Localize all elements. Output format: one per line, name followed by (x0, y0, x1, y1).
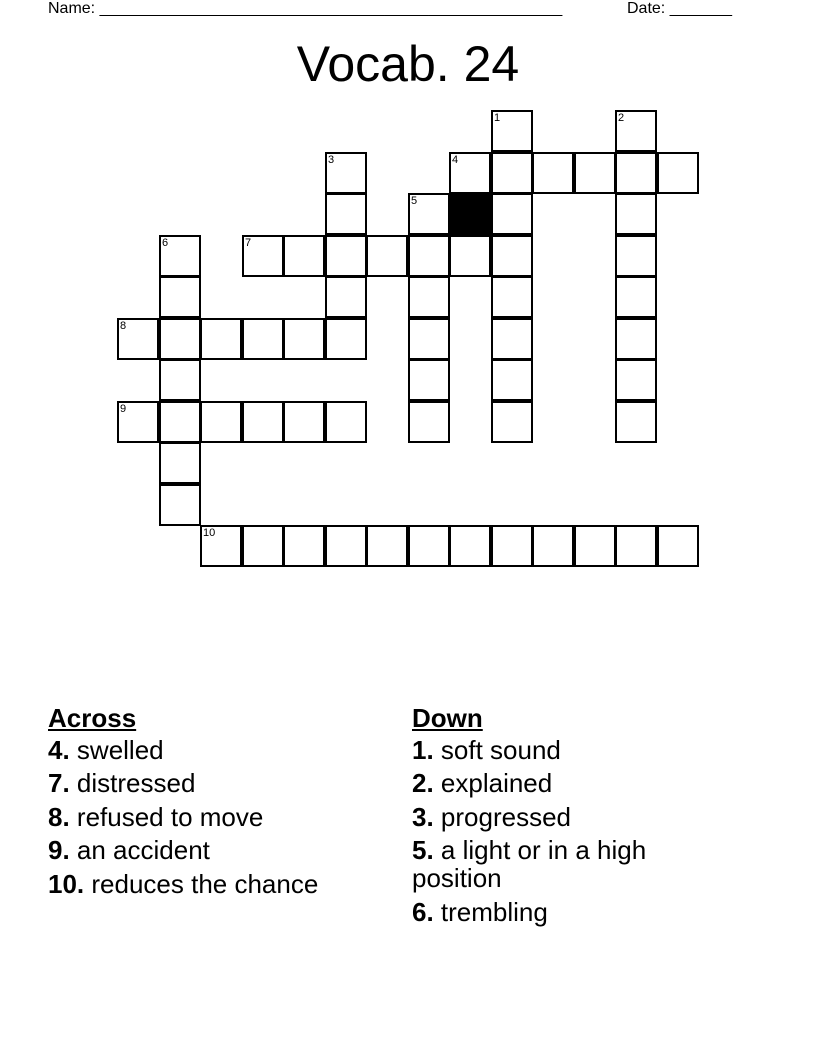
clue-number: 6. (412, 896, 434, 927)
crossword-cell[interactable] (325, 401, 367, 443)
page-title: Vocab. 24 (296, 36, 520, 92)
crossword-cell[interactable] (242, 318, 284, 360)
crossword-cell[interactable] (491, 193, 533, 235)
clue-number-label: 10 (203, 527, 216, 539)
clue-number: 1. (412, 734, 434, 765)
clue-number-label: 2 (618, 112, 625, 124)
crossword-cell[interactable] (615, 318, 657, 360)
crossword-cell[interactable] (408, 318, 450, 360)
clue-number-label: 8 (120, 320, 127, 332)
crossword-cell[interactable] (159, 318, 201, 360)
crossword-cell[interactable] (200, 401, 242, 443)
clue-number-label: 3 (328, 154, 335, 166)
crossword-cell[interactable] (117, 318, 159, 360)
crossword-cell[interactable] (408, 525, 450, 567)
crossword-cell[interactable] (408, 193, 450, 235)
clue-number: 3. (412, 801, 434, 832)
crossword-cell[interactable] (491, 525, 533, 567)
crossword-cell[interactable] (615, 235, 657, 277)
across-heading: Across (48, 703, 137, 733)
crossword-cell[interactable] (491, 401, 533, 443)
clue-number: 10. (48, 868, 85, 899)
crossword-cell[interactable] (159, 276, 201, 318)
crossword-cell[interactable] (283, 235, 325, 277)
down-heading: Down (412, 703, 483, 733)
crossword-cell[interactable] (366, 235, 408, 277)
down-clue (412, 836, 712, 892)
crossword-cell[interactable] (491, 359, 533, 401)
crossword-cell[interactable] (491, 235, 533, 277)
crossword-cell[interactable] (615, 525, 657, 567)
crossword-cell[interactable] (200, 525, 242, 567)
crossword-cell[interactable] (615, 193, 657, 235)
crossword-cell[interactable] (491, 276, 533, 318)
crossword-cell[interactable] (615, 152, 657, 194)
clue-text: refused to move (69, 801, 264, 832)
crossword-cell[interactable] (283, 401, 325, 443)
crossword-cell[interactable] (283, 525, 325, 567)
clue-text: a light or in a high position (412, 835, 647, 893)
crossword-cell[interactable] (532, 525, 574, 567)
clue-text: explained (433, 768, 553, 798)
crossword-cell[interactable] (366, 525, 408, 567)
crossword-cell[interactable] (615, 110, 657, 152)
clue-text: swelled (69, 734, 164, 765)
crossword-cell[interactable] (408, 235, 450, 277)
crossword-cell[interactable] (657, 152, 699, 194)
clue-number-label: 5 (411, 195, 418, 207)
crossword-cell[interactable] (159, 235, 201, 277)
crossword-cell[interactable] (408, 359, 450, 401)
crossword-cell[interactable] (325, 235, 367, 277)
clue-text: soft sound (433, 734, 561, 765)
crossword-cell[interactable] (242, 401, 284, 443)
clue-number: 7. (48, 768, 70, 798)
clue-text: an accident (69, 835, 210, 865)
crossword-cell[interactable] (159, 484, 201, 526)
crossword-cell[interactable] (325, 152, 367, 194)
crossword-cell[interactable] (159, 359, 201, 401)
name-field: Name: ____________________________________________________ (48, 0, 563, 17)
crossword-cell[interactable] (491, 318, 533, 360)
crossword-cell[interactable] (532, 152, 574, 194)
clue-text: trembling (433, 896, 548, 927)
crossword-cell[interactable] (159, 442, 201, 484)
down-clue (412, 803, 712, 831)
crossword-cell[interactable] (491, 110, 533, 152)
down-clue (412, 736, 712, 764)
across-clues (48, 702, 388, 903)
clue-number-label: 7 (245, 237, 252, 249)
crossword-cell[interactable] (325, 193, 367, 235)
crossword-cell[interactable] (200, 318, 242, 360)
crossword-cell[interactable] (615, 276, 657, 318)
crossword-cell[interactable] (615, 359, 657, 401)
crossword-cell[interactable] (117, 401, 159, 443)
crossword-cell[interactable] (159, 401, 201, 443)
across-clue (48, 803, 388, 831)
crossword-cell[interactable] (449, 235, 491, 277)
across-clue (48, 769, 388, 797)
crossword-cell[interactable] (657, 525, 699, 567)
crossword-cell[interactable] (325, 318, 367, 360)
clue-number-label: 1 (494, 112, 501, 124)
crossword-cell[interactable] (408, 276, 450, 318)
down-clue (412, 769, 712, 797)
across-clue (48, 836, 388, 864)
crossword-cell[interactable] (242, 525, 284, 567)
across-clue (48, 870, 388, 898)
crossword-cell[interactable] (574, 525, 616, 567)
clue-number: 4. (48, 734, 70, 765)
across-clue (48, 736, 388, 764)
crossword-block-cell (449, 193, 491, 235)
crossword-cell[interactable] (408, 401, 450, 443)
down-clues (412, 702, 712, 931)
crossword-cell[interactable] (242, 235, 284, 277)
crossword-cell[interactable] (615, 401, 657, 443)
clue-number-label: 9 (120, 403, 127, 415)
crossword-cell[interactable] (574, 152, 616, 194)
crossword-cell[interactable] (491, 152, 533, 194)
clue-number: 9. (48, 835, 70, 865)
crossword-cell[interactable] (325, 525, 367, 567)
clue-number: 5. (412, 835, 434, 865)
clue-text: distressed (69, 768, 196, 798)
crossword-cell[interactable] (449, 525, 491, 567)
clue-number-label: 4 (452, 154, 459, 166)
across-clue-list (48, 736, 388, 898)
crossword-cell[interactable] (325, 276, 367, 318)
date-field: Date: _______ (627, 0, 732, 17)
clue-text: reduces the chance (84, 868, 319, 899)
crossword-cell[interactable] (449, 152, 491, 194)
crossword-cell[interactable] (283, 318, 325, 360)
down-clue (412, 898, 712, 926)
clue-number: 8. (48, 801, 70, 832)
clue-text: progressed (433, 801, 571, 832)
clue-number: 2. (412, 768, 434, 798)
clue-number-label: 6 (162, 237, 169, 249)
down-clue-list (412, 736, 712, 926)
